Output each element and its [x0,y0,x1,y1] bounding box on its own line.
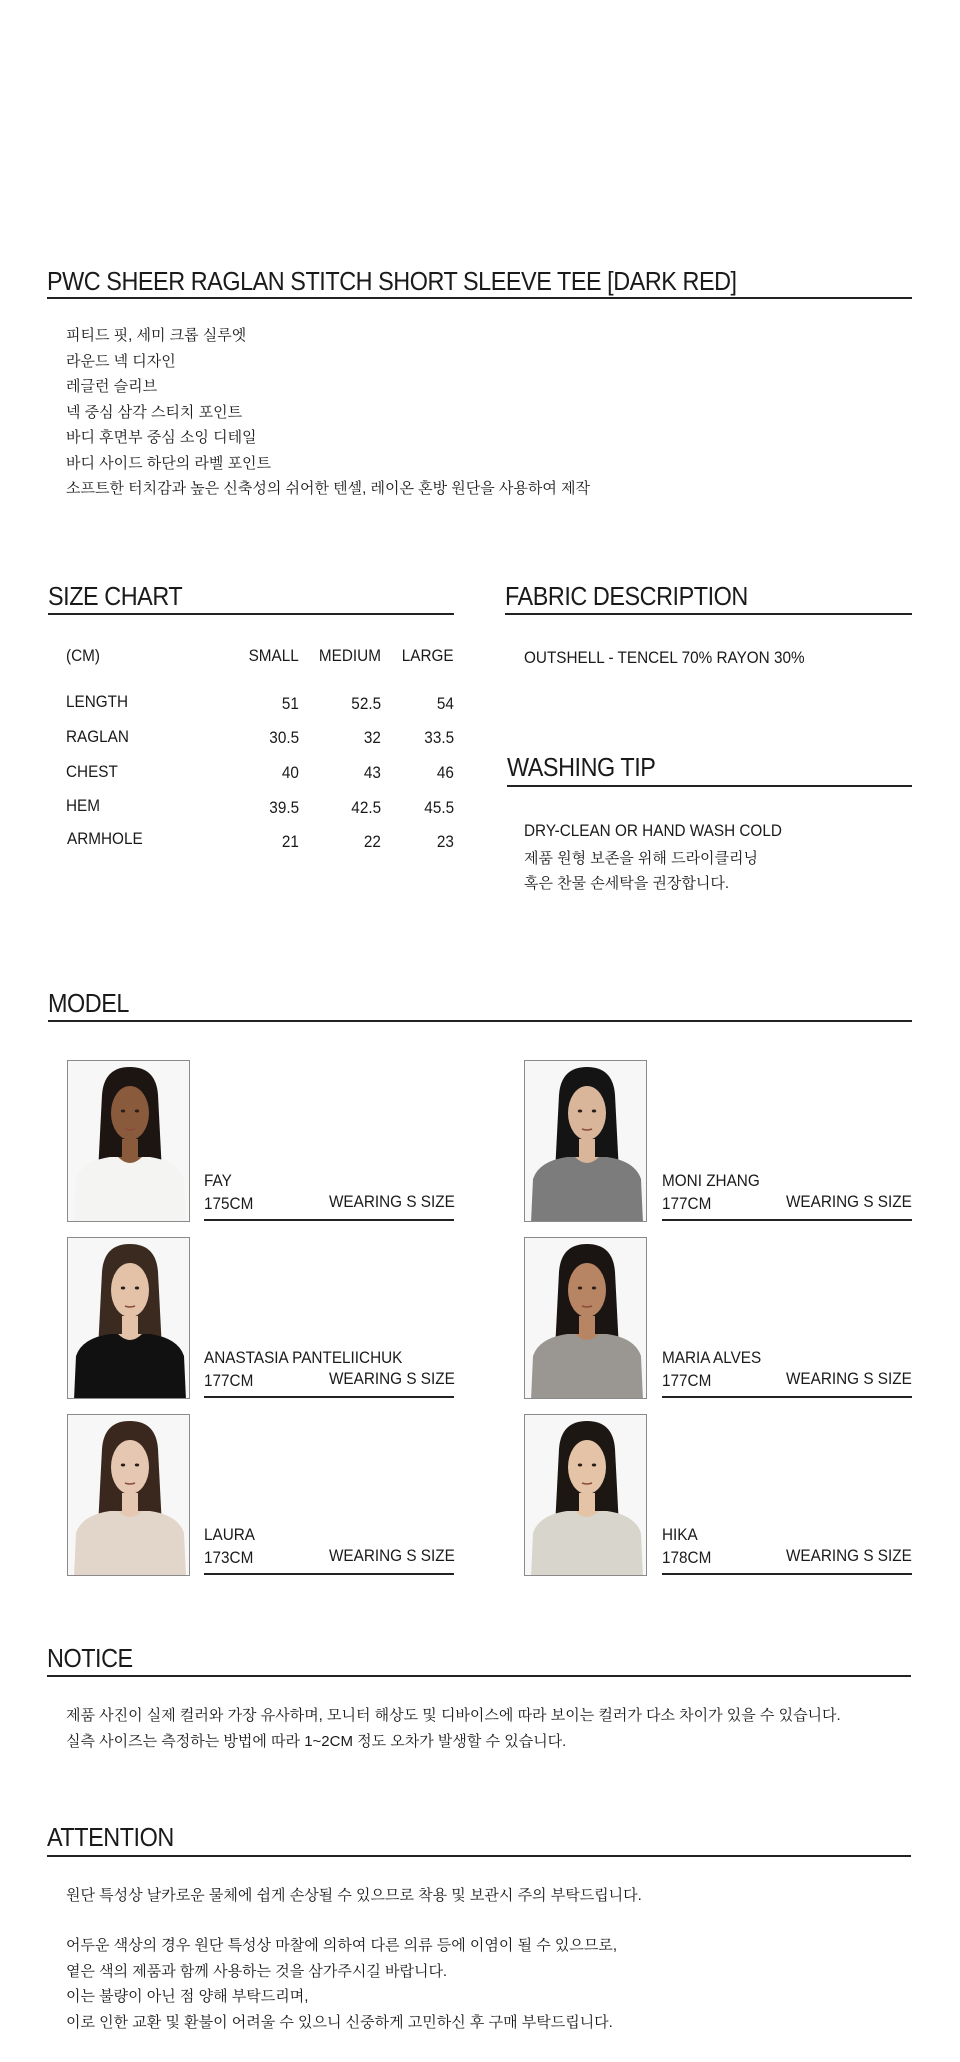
model-divider-line [204,1396,454,1398]
model-name: MONI ZHANG [662,1171,760,1190]
notice-line: 실측 사이즈는 측정하는 방법에 따라 1~2CM 정도 오차가 발생할 수 있습니다. [66,1732,567,1750]
notice-line: 제품 사진이 실제 컬러와 가장 유사하며, 모니터 해상도 및 디바이스에 따라 보이는 컬러가 다소 차이가 있을 수 있습니다. [66,1707,841,1724]
attention-line: 이로 인한 교환 및 환불이 어려울 수 있으니 신중하게 고민하신 후 구매 부탁드립니다. [66,2013,613,2031]
column-header: MEDIUM [318,646,381,665]
cell-value: 33.5 [424,728,454,747]
cell-value: 52.5 [351,694,381,713]
title-divider [47,297,912,299]
feature-item: 바디 사이드 하단의 라벨 포인트 [66,454,272,472]
feature-item: 넥 중심 삼각 스티치 포인트 [66,403,243,421]
model-height: 173CM [204,1548,254,1567]
feature-list [66,323,590,502]
cell-value: 51 [281,694,299,713]
model-face [568,1263,606,1317]
notice-heading: NOTICE [47,1643,133,1673]
cell-value: 43 [363,763,381,782]
row-label: ARMHOLE [67,829,143,848]
washing-care: DRY-CLEAN OR HAND WASH COLD [524,821,782,840]
fabric-heading: FABRIC DESCRIPTION [505,581,748,611]
size-chart-divider [48,613,454,615]
model-heading: MODEL [48,988,129,1018]
row-label: RAGLAN [66,727,129,746]
row-label: HEM [66,796,101,815]
notice-text [66,1703,841,1754]
size-chart-heading: SIZE CHART [48,581,183,611]
model-photo [67,1060,190,1222]
model-top [74,1157,186,1222]
model-photo [524,1237,647,1399]
attention-line: 옅은 색의 제품과 함께 사용하는 것을 삼가주시길 바랍니다. [66,1962,448,1980]
fabric-text: OUTSHELL - TENCEL 70% RAYON 30% [524,648,805,667]
model-face [111,1263,149,1317]
product-title: PWC SHEER RAGLAN STITCH SHORT SLEEVE TEE [DARK RED] [47,266,737,296]
model-divider [48,1020,912,1022]
cell-value: 22 [363,832,381,851]
model-divider-line [662,1573,912,1575]
washing-note: 제품 원형 보존을 위해 드라이클리닝 [524,850,759,867]
model-top [74,1334,186,1399]
attention-text [66,1933,617,2035]
cell-value: 54 [436,694,454,713]
model-height: 177CM [662,1194,712,1213]
model-name: ANASTASIA PANTELIICHUK [204,1348,403,1367]
model-eye [135,1110,139,1113]
row-label: CHEST [66,762,118,781]
feature-item: 바디 후면부 중심 소잉 디테일 [66,429,257,446]
model-eye [592,1464,596,1467]
model-face [111,1440,149,1494]
model-face [568,1440,606,1494]
model-name: MARIA ALVES [662,1348,762,1367]
cell-value: 40 [281,763,299,782]
model-eye [578,1287,582,1290]
model-eye [121,1110,125,1113]
model-height: 177CM [204,1371,254,1390]
column-header: LARGE [402,646,454,665]
model-top [531,1511,643,1576]
model-eye [121,1464,125,1467]
model-top [531,1157,643,1222]
feature-item: 레글런 슬리브 [66,378,158,395]
model-eye [578,1464,582,1467]
model-name: LAURA [204,1525,256,1544]
model-divider-line [662,1396,912,1398]
cell-value: 46 [436,763,454,782]
model-height: 175CM [204,1194,254,1213]
model-wearing-size: WEARING S SIZE [786,1192,912,1211]
model-top [74,1511,186,1576]
model-photo [67,1414,190,1576]
cell-value: 32 [363,728,381,747]
model-eye [135,1464,139,1467]
model-photo [524,1060,647,1222]
model-face [111,1086,149,1140]
model-divider-line [204,1573,454,1575]
cell-value: 45.5 [424,798,454,817]
column-header: SMALL [248,646,299,665]
feature-item: 소프트한 터치감과 높은 신축성의 쉬어한 텐셀, 레이온 혼방 원단을 사용하여 제작 [66,480,591,497]
feature-item: 피티드 핏, 세미 크롭 실루엣 [66,327,247,344]
washing-heading: WASHING TIP [507,752,656,782]
model-wearing-size: WEARING S SIZE [786,1546,912,1565]
washing-divider [507,785,912,787]
attention-line: 어두운 색상의 경우 원단 특성상 마찰에 의하여 다른 의류 등에 이염이 될 수 있으므로, [66,1937,618,1954]
row-label: LENGTH [66,692,129,711]
model-wearing-size: WEARING S SIZE [786,1369,912,1388]
model-photo [67,1237,190,1399]
model-top [531,1334,643,1399]
model-height: 177CM [662,1371,712,1390]
cell-value: 21 [281,832,299,851]
model-divider-line [204,1219,454,1221]
attention-line: 원단 특성상 날카로운 물체에 쉽게 손상될 수 있으므로 착용 및 보관시 주의 부탁드립니다. [66,1887,642,1904]
model-eye [592,1287,596,1290]
model-photo [524,1414,647,1576]
model-height: 178CM [662,1548,712,1567]
attention-divider [47,1855,911,1857]
model-name: FAY [204,1171,232,1190]
unit-label: (CM) [66,646,100,665]
model-face [568,1086,606,1140]
fabric-divider [505,613,912,615]
model-eye [578,1110,582,1113]
cell-value: 39.5 [269,798,299,817]
cell-value: 42.5 [351,798,381,817]
model-name: HIKA [662,1525,698,1544]
notice-divider [47,1675,911,1677]
feature-item: 라운드 넥 디자인 [66,352,176,370]
cell-value: 30.5 [269,728,299,747]
attention-heading: ATTENTION [47,1822,174,1852]
model-wearing-size: WEARING S SIZE [329,1192,455,1211]
model-divider-line [662,1219,912,1221]
model-eye [121,1287,125,1290]
washing-note: 혹은 찬물 손세탁을 권장합니다. [524,875,730,892]
model-eye [135,1287,139,1290]
attention-line: 이는 불량이 아닌 점 양해 부탁드리며, [66,1988,309,2005]
model-wearing-size: WEARING S SIZE [329,1546,455,1565]
cell-value: 23 [436,832,454,851]
model-eye [592,1110,596,1113]
model-wearing-size: WEARING S SIZE [329,1369,455,1388]
